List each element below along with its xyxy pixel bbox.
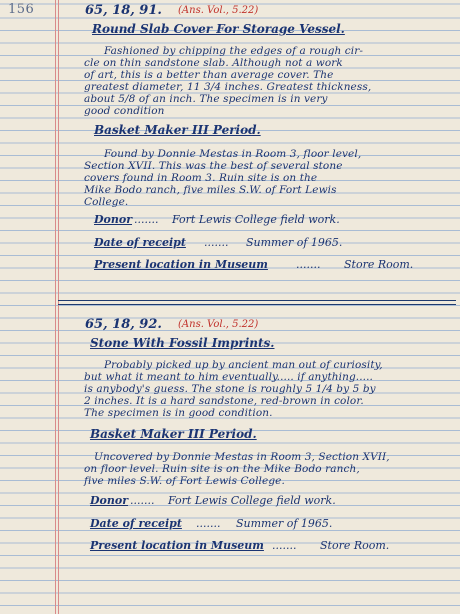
- receipt-label: Date of receipt: [90, 517, 182, 530]
- description-line: of art, this is a better than average cover. The: [84, 69, 334, 81]
- volume-annotation: (Ans. Vol., 5.22): [178, 5, 259, 16]
- description-line: The specimen is in good condition.: [84, 407, 273, 419]
- leader-dots: .......: [130, 494, 155, 507]
- leader-dots: .......: [204, 236, 229, 249]
- description-line: good condition: [84, 105, 165, 117]
- description-line: but what it meant to him eventually..... if anything.....: [84, 371, 373, 383]
- receipt-label: Date of receipt: [94, 236, 186, 249]
- description-line: Probably picked up by ancient man out of curiosity,: [104, 359, 383, 371]
- receipt-value: Summer of 1965.: [246, 236, 343, 249]
- period-heading: Basket Maker III Period.: [94, 123, 261, 137]
- entry-title: Round Slab Cover For Storage Vessel.: [92, 22, 345, 36]
- entry-divider: [58, 300, 456, 305]
- provenance-line: Uncovered by Donnie Mestas in Room 3, Section XVII,: [94, 451, 390, 463]
- description-line: is anybody's guess. The stone is roughly 5 1/4 by 5 by: [84, 383, 376, 395]
- description-line: Fashioned by chipping the edges of a rough cir-: [104, 45, 364, 57]
- donor-value: Fort Lewis College field work.: [168, 494, 336, 507]
- description-line: cle on thin sandstone slab. Although not a work: [84, 57, 343, 69]
- margin-line: [55, 0, 56, 614]
- provenance-line: five miles S.W. of Fort Lewis College.: [84, 475, 285, 487]
- location-label: Present location in Museum: [94, 258, 268, 271]
- provenance-line: Mike Bodo ranch, five miles S.W. of Fort Lewis: [84, 184, 337, 196]
- description-line: greatest diameter, 11 3/4 inches. Greatest thickness,: [84, 81, 372, 93]
- catalog-number: 65, 18, 92.: [85, 317, 162, 332]
- provenance-line: College.: [84, 196, 129, 208]
- location-label: Present location in Museum: [90, 539, 264, 552]
- margin-line: [58, 0, 59, 614]
- provenance-line: covers found in Room 3. Ruin site is on the: [84, 172, 318, 184]
- donor-label: Donor: [94, 213, 133, 226]
- provenance-line: Section XVII. This was the best of several stone: [84, 160, 343, 172]
- entry-title: Stone With Fossil Imprints.: [90, 336, 275, 350]
- leader-dots: .......: [272, 539, 297, 552]
- donor-value: Fort Lewis College field work.: [172, 213, 340, 226]
- provenance-line: on floor level. Ruin site is on the Mike Bodo ranch,: [84, 463, 360, 475]
- description-line: about 5/8 of an inch. The specimen is in very: [84, 93, 328, 105]
- location-value: Store Room.: [344, 258, 414, 271]
- provenance-line: Found by Donnie Mestas in Room 3, floor level,: [104, 148, 362, 160]
- leader-dots: .......: [196, 517, 221, 530]
- receipt-value: Summer of 1965.: [236, 517, 333, 530]
- leader-dots: .......: [134, 213, 159, 226]
- location-value: Store Room.: [320, 539, 390, 552]
- description-line: 2 inches. It is a hard sandstone, red-brown in color.: [84, 395, 364, 407]
- period-heading: Basket Maker III Period.: [90, 427, 257, 441]
- volume-annotation: (Ans. Vol., 5.22): [178, 319, 259, 330]
- catalog-number: 65, 18, 91.: [85, 3, 162, 18]
- leader-dots: .......: [296, 258, 321, 271]
- page-number: 156: [8, 2, 35, 17]
- donor-label: Donor: [90, 494, 129, 507]
